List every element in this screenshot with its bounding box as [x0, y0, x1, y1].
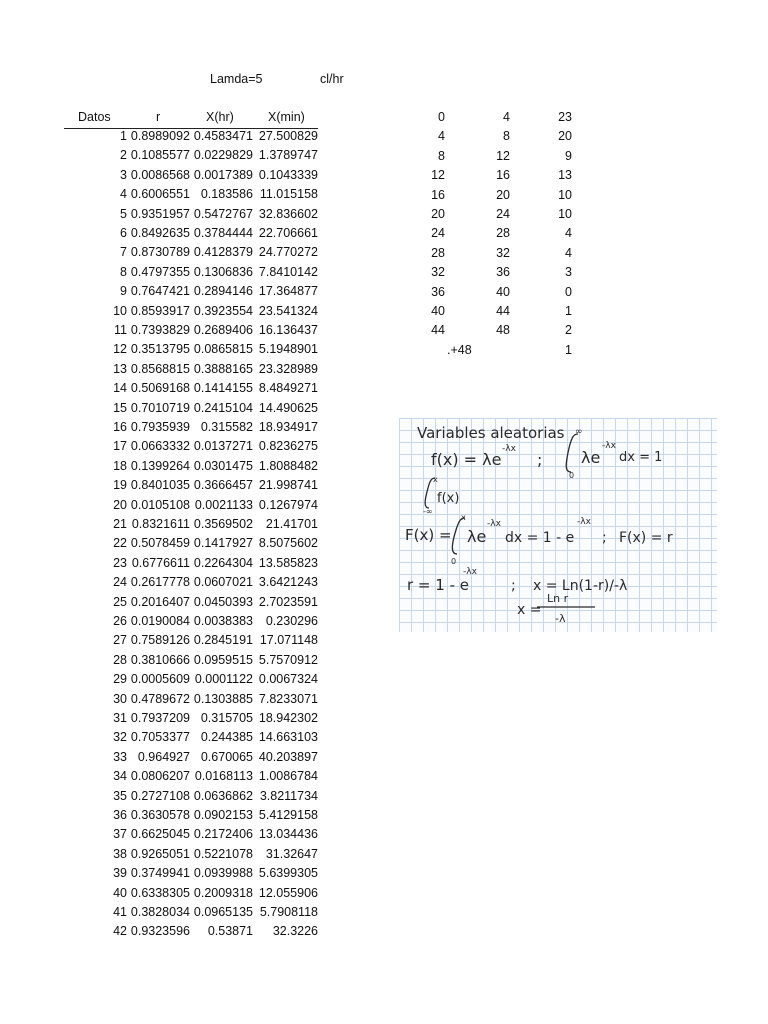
- row-index: 1: [120, 129, 127, 143]
- x-hours: 0.0607021: [193, 575, 253, 590]
- x-hours: 0.1417927: [193, 536, 253, 551]
- random-r: 0.3630578: [130, 808, 190, 822]
- row-index: 38: [113, 846, 127, 861]
- row-index: 8: [120, 264, 127, 279]
- interval-lower: 44: [431, 323, 445, 338]
- random-r: 0.3749941: [130, 866, 190, 881]
- interval-upper: 24: [496, 207, 510, 221]
- interval-upper: 28: [496, 226, 510, 241]
- x-minutes: 5.7908118: [259, 905, 318, 919]
- random-r: 0.8401035: [130, 478, 190, 493]
- frequency-overflow-count: 1: [565, 343, 572, 357]
- random-r: 0.7935939: [130, 420, 190, 434]
- interval-lower: 4: [438, 129, 445, 144]
- note-cdf-int-lower: 0: [451, 557, 457, 566]
- random-r: 0.3828034: [130, 905, 190, 919]
- x-minutes: 17.071148: [259, 633, 318, 648]
- x-minutes: 18.934917: [258, 420, 318, 434]
- interval-upper: 32: [496, 245, 510, 260]
- random-r: 0.5078459: [130, 536, 190, 551]
- interval-lower: 20: [431, 207, 445, 221]
- x-hours: 0.0965135: [193, 905, 253, 919]
- random-r: 0.8321611: [131, 517, 190, 531]
- x-hours: 0.2894146: [193, 284, 253, 299]
- random-r: 0.9265051: [130, 846, 190, 861]
- interval-lower: 28: [431, 245, 445, 260]
- lambda-label: Lamda=5: [210, 72, 263, 86]
- random-r: 0.1085577: [130, 148, 190, 163]
- x-hours: 0.0865815: [193, 342, 253, 357]
- x-hours: 0.0959515: [193, 652, 253, 667]
- x-hours: 0.2264304: [193, 555, 253, 570]
- row-index: 6: [120, 226, 127, 240]
- random-r: 0.2016407: [130, 594, 190, 609]
- interval-count: 10: [558, 187, 572, 202]
- note-int-lower: 0: [569, 471, 575, 480]
- interval-lower: 40: [431, 304, 445, 318]
- interval-lower: 32: [431, 265, 445, 280]
- row-index: 34: [113, 769, 127, 784]
- x-minutes: 5.1948901: [258, 342, 318, 357]
- x-hours: 0.0636862: [193, 788, 253, 803]
- x-hours: 0.0038383: [193, 614, 253, 628]
- interval-upper: 20: [496, 187, 510, 202]
- row-index: 33: [113, 749, 127, 764]
- column-header-r: r: [156, 110, 161, 124]
- interval-upper: 48: [496, 323, 510, 338]
- x-minutes: 27.500829: [258, 129, 318, 143]
- x-minutes: 5.7570912: [258, 652, 318, 667]
- x-minutes: 5.6399305: [258, 866, 318, 881]
- x-minutes: 32.836602: [258, 206, 318, 221]
- random-r: 0.8989092: [130, 129, 190, 143]
- note-cdf-rhs: F(x) = r: [619, 530, 673, 546]
- column-header-xhr: X(hr): [206, 110, 234, 124]
- note-cdf-int-upper: x: [461, 513, 466, 522]
- row-index: 5: [120, 206, 127, 221]
- interval-count: 3: [565, 265, 572, 280]
- x-hours: 0.0017389: [193, 167, 253, 182]
- interval-lower: 8: [438, 148, 445, 163]
- interval-lower: 16: [431, 187, 445, 202]
- row-index: 10: [113, 303, 127, 318]
- row-index: 9: [120, 284, 127, 299]
- note-x-formula: x = Ln(1-r)/-λ: [533, 578, 628, 594]
- x-minutes: 32.3226: [272, 924, 318, 939]
- integral-sign-icon: [566, 434, 578, 472]
- x-minutes: 2.7023591: [258, 594, 318, 609]
- note-x-lhs: x =: [517, 602, 542, 618]
- x-hours: 0.0021133: [194, 497, 253, 512]
- x-hours: 0.2009318: [193, 885, 253, 900]
- x-hours: 0.0001122: [194, 672, 253, 687]
- row-index: 12: [113, 342, 127, 357]
- note-sep-2: ;: [602, 530, 607, 546]
- row-index: 17: [113, 439, 127, 454]
- random-r: 0.7053377: [130, 730, 190, 745]
- x-minutes: 13.585823: [258, 555, 318, 570]
- interval-count: 20: [558, 129, 572, 144]
- note-cdf-int-exp: -λx: [487, 519, 501, 529]
- note-cdf-integrand: f(x): [437, 491, 460, 506]
- x-minutes: 21.998741: [258, 478, 318, 493]
- note-r-eq: r = 1 - e: [407, 576, 469, 594]
- interval-count: 0: [565, 284, 572, 299]
- interval-count: 4: [565, 245, 572, 260]
- x-hours: 0.670065: [200, 749, 253, 764]
- x-minutes: 1.0086784: [258, 769, 318, 784]
- x-minutes: 7.8410142: [258, 264, 318, 279]
- random-r: 0.7589126: [130, 633, 190, 648]
- note-int-body: λe: [581, 448, 601, 467]
- x-hours: 0.53871: [207, 924, 253, 939]
- x-minutes: 7.8233071: [258, 691, 318, 706]
- x-minutes: 3.8211734: [259, 788, 318, 803]
- x-minutes: 5.4129158: [258, 808, 318, 822]
- x-hours: 0.4128379: [193, 245, 253, 260]
- note-int-exp: -λx: [602, 441, 616, 451]
- random-r: 0.7393829: [130, 323, 190, 337]
- x-hours: 0.1303885: [193, 691, 253, 706]
- interval-upper: 8: [503, 129, 510, 144]
- x-hours: 0.3784444: [193, 226, 253, 240]
- random-r: 0.8593917: [130, 303, 190, 318]
- interval-lower: 12: [431, 168, 445, 183]
- interval-count: 2: [565, 323, 572, 338]
- row-index: 35: [113, 788, 127, 803]
- row-index: 25: [113, 594, 127, 609]
- x-minutes: 3.6421243: [258, 575, 318, 590]
- row-index: 2: [120, 148, 127, 163]
- random-r: 0.5069168: [130, 381, 190, 396]
- row-index: 23: [113, 555, 127, 570]
- random-r: 0.6338305: [130, 885, 190, 900]
- note-pdf: f(x) = λe: [431, 450, 502, 469]
- row-index: 31: [113, 711, 127, 725]
- row-index: 18: [113, 458, 127, 473]
- x-minutes: 18.942302: [258, 711, 318, 725]
- random-r: 0.9351957: [130, 206, 190, 221]
- x-hours: 0.5221078: [193, 846, 253, 861]
- x-hours: 0.1414155: [193, 381, 253, 396]
- x-hours: 0.5472767: [193, 206, 253, 221]
- row-index: 3: [120, 167, 127, 182]
- note-cdf-lhs: F(x) =: [405, 526, 452, 544]
- x-hours: 0.315705: [200, 711, 253, 725]
- x-minutes: 17.364877: [258, 284, 318, 299]
- row-index: 42: [113, 924, 127, 939]
- row-index: 20: [113, 497, 127, 512]
- random-r: 0.1399264: [130, 458, 190, 473]
- random-r: 0.2727108: [130, 788, 190, 803]
- x-hours: 0.3923554: [193, 303, 253, 318]
- x-minutes: 22.706661: [258, 226, 318, 240]
- x-minutes: 0.230296: [265, 614, 318, 628]
- x-hours: 0.0168113: [194, 769, 253, 784]
- random-r: 0.0663332: [130, 439, 190, 454]
- note-int-upper: ∞: [575, 427, 583, 437]
- note-x-numerator: Ln r: [547, 592, 569, 605]
- frequency-overflow-label: .+48: [447, 343, 472, 357]
- x-hours: 0.315582: [200, 420, 253, 434]
- interval-upper: 12: [496, 148, 510, 163]
- row-index: 4: [120, 187, 127, 202]
- note-cdf-mid-exp: -λx: [577, 517, 591, 527]
- row-index: 30: [113, 691, 127, 706]
- x-hours: 0.3888165: [193, 361, 253, 376]
- note-cdf-upper: x: [433, 475, 438, 484]
- column-header-xmin: X(min): [268, 110, 305, 124]
- note-cdf-int-body: λe: [467, 527, 487, 546]
- x-minutes: 0.8236275: [258, 439, 318, 454]
- x-minutes: 0.1043339: [258, 167, 318, 182]
- random-r: 0.8492635: [130, 226, 190, 240]
- interval-upper: 44: [496, 304, 510, 318]
- row-index: 15: [113, 400, 127, 415]
- interval-upper: 36: [496, 265, 510, 280]
- interval-lower: 36: [431, 284, 445, 299]
- row-index: 40: [113, 885, 127, 900]
- x-minutes: 0.1267974: [258, 497, 318, 512]
- interval-count: 13: [558, 168, 572, 183]
- row-index: 11: [114, 323, 127, 337]
- x-minutes: 11.015158: [259, 187, 318, 202]
- row-index: 14: [113, 381, 127, 396]
- x-hours: 0.2689406: [193, 323, 253, 337]
- random-r: 0.3810666: [130, 652, 190, 667]
- interval-upper: 40: [496, 284, 510, 299]
- x-hours: 0.0450393: [193, 594, 253, 609]
- x-hours: 0.2172406: [193, 827, 253, 842]
- row-index: 37: [113, 827, 127, 842]
- x-minutes: 23.328989: [258, 361, 318, 376]
- row-index: 22: [113, 536, 127, 551]
- x-minutes: 40.203897: [258, 749, 318, 764]
- x-hours: 0.0229829: [193, 148, 253, 163]
- x-hours: 0.2415104: [193, 400, 253, 415]
- interval-count: 9: [565, 148, 572, 163]
- row-index: 16: [113, 420, 127, 434]
- row-index: 27: [113, 633, 127, 648]
- row-index: 29: [113, 672, 127, 687]
- random-r: 0.7010719: [130, 400, 190, 415]
- random-r: 0.3513795: [130, 342, 190, 357]
- row-index: 36: [113, 808, 127, 822]
- note-sep-3: ;: [511, 578, 516, 594]
- random-r: 0.2617778: [130, 575, 190, 590]
- random-r: 0.6006551: [130, 187, 190, 202]
- x-minutes: 0.0067324: [258, 672, 318, 687]
- random-r: 0.8730789: [130, 245, 190, 260]
- x-hours: 0.0939988: [193, 866, 253, 881]
- row-index: 13: [113, 361, 127, 376]
- x-hours: 0.0137271: [193, 439, 253, 454]
- random-r: 0.8568815: [130, 361, 190, 376]
- x-hours: 0.1306836: [193, 264, 253, 279]
- x-hours: 0.244385: [200, 730, 253, 745]
- x-minutes: 21.41701: [265, 517, 318, 531]
- random-r: 0.0190084: [130, 614, 190, 628]
- random-r: 0.7937209: [130, 711, 190, 725]
- random-r: 0.0806207: [130, 769, 190, 784]
- x-minutes: 31.32647: [265, 846, 318, 861]
- row-index: 41: [113, 905, 127, 919]
- x-hours: 0.2845191: [193, 633, 253, 648]
- note-sep-1: ;: [537, 450, 543, 469]
- interval-count: 1: [565, 304, 572, 318]
- x-minutes: 23.541324: [258, 303, 318, 318]
- random-r: 0.0005609: [130, 672, 190, 687]
- random-r: 0.9323596: [130, 924, 190, 939]
- note-title: Variables aleatorias: [417, 424, 565, 442]
- random-r: 0.7647421: [130, 284, 190, 299]
- x-minutes: 8.4849271: [258, 381, 318, 396]
- x-minutes: 24.770272: [258, 245, 318, 260]
- x-minutes: 1.8088482: [258, 458, 318, 473]
- random-r: 0.4797355: [130, 264, 190, 279]
- x-minutes: 16.136437: [258, 323, 318, 337]
- interval-upper: 16: [496, 168, 510, 183]
- note-int-tail: dx = 1: [619, 450, 663, 465]
- interval-count: 23: [558, 110, 572, 124]
- row-index: 28: [113, 652, 127, 667]
- row-index: 39: [113, 866, 127, 881]
- interval-count: 4: [565, 226, 572, 241]
- x-hours: 0.4583471: [193, 129, 253, 143]
- note-x-denominator: -λ: [555, 612, 566, 625]
- x-minutes: 13.034436: [258, 827, 318, 842]
- x-hours: 0.0301475: [193, 458, 253, 473]
- random-r: 0.964927: [137, 749, 190, 764]
- column-header-datos: Datos: [78, 110, 111, 124]
- random-r: 0.6776611: [131, 555, 190, 570]
- x-hours: 0.0902153: [193, 808, 253, 822]
- note-cdf-mid: dx = 1 - e: [505, 530, 575, 546]
- row-index: 21: [113, 517, 127, 531]
- random-r: 0.6625045: [130, 827, 190, 842]
- x-hours: 0.3569502: [193, 517, 253, 531]
- note-pdf-exp: -λx: [502, 444, 516, 454]
- random-r: 0.4789672: [130, 691, 190, 706]
- x-minutes: 12.055906: [258, 885, 318, 900]
- x-minutes: 8.5075602: [258, 536, 318, 551]
- random-r: 0.0086568: [130, 167, 190, 182]
- handwritten-formula-note: [399, 418, 717, 632]
- x-minutes: 14.663103: [258, 730, 318, 745]
- interval-lower: 24: [431, 226, 445, 241]
- random-r: 0.0105108: [130, 497, 190, 512]
- row-index: 24: [113, 575, 127, 590]
- row-index: 32: [113, 730, 127, 745]
- x-hours: 0.3666457: [193, 478, 253, 493]
- unit-label: cl/hr: [320, 72, 344, 86]
- integral-sign-icon: [452, 518, 465, 554]
- interval-count: 10: [558, 207, 572, 221]
- interval-upper: 4: [503, 110, 510, 124]
- x-minutes: 14.490625: [258, 400, 318, 415]
- row-index: 26: [113, 614, 127, 628]
- note-r-exp: -λx: [463, 567, 477, 577]
- note-cdf-lower: -∞: [423, 507, 433, 516]
- x-minutes: 1.3789747: [258, 148, 318, 163]
- interval-lower: 0: [438, 110, 445, 124]
- row-index: 19: [113, 478, 127, 493]
- x-hours: 0.183586: [200, 187, 253, 202]
- row-index: 7: [120, 245, 127, 260]
